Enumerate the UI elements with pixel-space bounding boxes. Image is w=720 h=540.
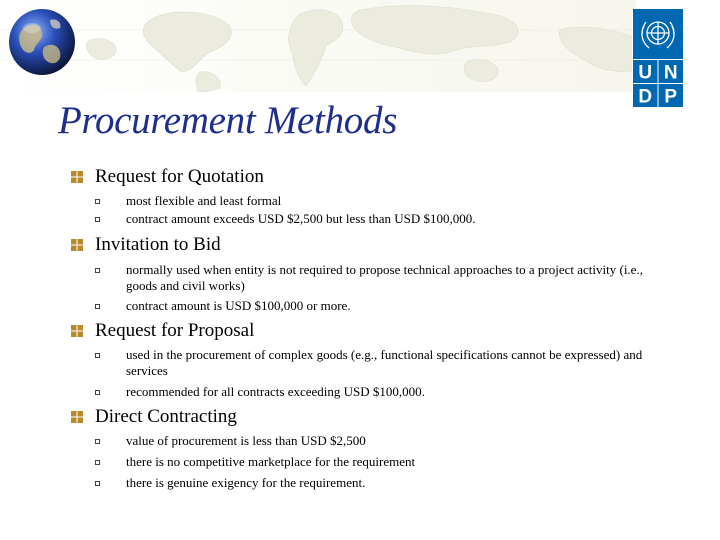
diamond-bullet-icon <box>70 170 84 184</box>
square-bullet-icon <box>95 304 100 309</box>
section-heading: Request for Proposal <box>95 320 255 341</box>
logo-letter: N <box>663 62 678 84</box>
logo-letter: D <box>638 86 653 108</box>
diamond-bullet-icon <box>70 324 84 338</box>
square-bullet-icon <box>95 439 100 444</box>
world-map-icon <box>0 0 636 92</box>
world-map-banner <box>0 0 636 92</box>
diamond-bullet-icon <box>70 238 84 252</box>
square-bullet-icon <box>95 268 100 273</box>
square-bullet-icon <box>95 199 100 204</box>
section-heading: Invitation to Bid <box>95 234 221 255</box>
square-bullet-icon <box>95 481 100 486</box>
square-bullet-icon <box>95 217 100 222</box>
slide-title: Procurement Methods <box>58 99 398 142</box>
diamond-bullet-icon <box>70 410 84 424</box>
globe-icon <box>6 6 78 78</box>
square-bullet-icon <box>95 353 100 358</box>
section-heading: Request for Quotation <box>95 166 264 187</box>
logo-letter: P <box>664 86 678 108</box>
undp-logo <box>632 8 684 108</box>
logo-letter: U <box>638 62 653 84</box>
square-bullet-icon <box>95 460 100 465</box>
section-heading: Direct Contracting <box>95 406 237 427</box>
square-bullet-icon <box>95 390 100 395</box>
